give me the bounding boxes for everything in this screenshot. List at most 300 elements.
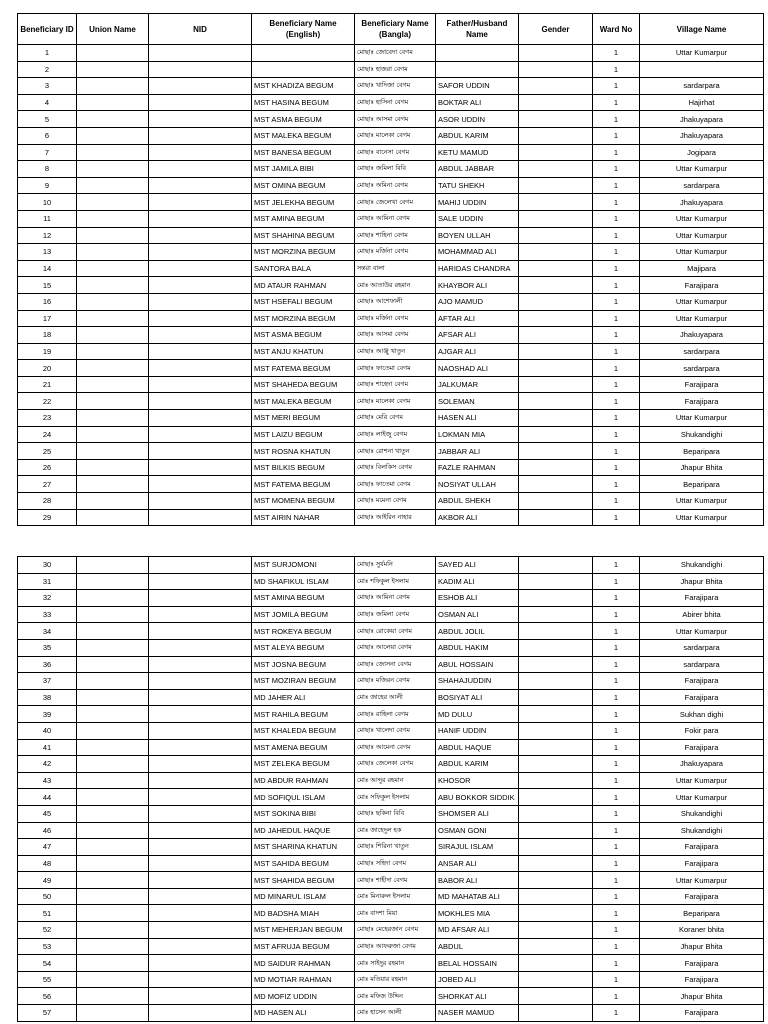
- table-row: [18, 905, 764, 922]
- cell-name-english: MST ZELEKA BEGUM: [252, 756, 355, 773]
- cell-union-name: [77, 971, 149, 988]
- cell-gender: [519, 509, 593, 526]
- cell-beneficiary-id: 17: [18, 310, 77, 327]
- cell-name-english: MST MERI BEGUM: [252, 410, 355, 427]
- cell-ward-no: 1: [593, 509, 640, 526]
- cell-village-name: [640, 61, 764, 78]
- cell-father-husband: AFTAR ALI: [436, 310, 519, 327]
- cell-union-name: [77, 656, 149, 673]
- cell-gender: [519, 111, 593, 128]
- cell-nid: [149, 805, 252, 822]
- cell-name-english: MST AIRIN NAHAR: [252, 509, 355, 526]
- cell-gender: [519, 310, 593, 327]
- cell-village-name: Uttar Kumarpur: [640, 227, 764, 244]
- cell-father-husband: SAFOR UDDIN: [436, 78, 519, 95]
- table-row: [18, 45, 764, 62]
- cell-father-husband: MD DULU: [436, 706, 519, 723]
- cell-village-name: Farajipara: [640, 971, 764, 988]
- table-row: [18, 360, 764, 377]
- cell-name-bangla: মোঃ জাহেদুল হক: [355, 822, 436, 839]
- cell-name-english: MST ASMA BEGUM: [252, 111, 355, 128]
- cell-nid: [149, 177, 252, 194]
- cell-father-husband: NAOSHAD ALI: [436, 360, 519, 377]
- cell-ward-no: 1: [593, 277, 640, 294]
- cell-union-name: [77, 393, 149, 410]
- cell-beneficiary-id: 1: [18, 45, 77, 62]
- cell-nid: [149, 78, 252, 95]
- header-ward-no: Ward No: [593, 14, 640, 45]
- cell-name-english: MST MORZINA BEGUM: [252, 310, 355, 327]
- cell-nid: [149, 426, 252, 443]
- cell-name-bangla: মোছাঃ মর্জিনা বেগম: [355, 244, 436, 261]
- cell-name-bangla: মোছাঃ মজিরন বেগম: [355, 673, 436, 690]
- cell-village-name: Uttar Kumarpur: [640, 509, 764, 526]
- header-beneficiary-id: Beneficiary ID: [18, 14, 77, 45]
- cell-beneficiary-id: 43: [18, 772, 77, 789]
- cell-nid: [149, 839, 252, 856]
- cell-beneficiary-id: 8: [18, 161, 77, 178]
- cell-beneficiary-id: 24: [18, 426, 77, 443]
- table-row: [18, 78, 764, 95]
- cell-union-name: [77, 244, 149, 261]
- cell-name-bangla: মোছাঃ আলেয়া বেগম: [355, 639, 436, 656]
- cell-ward-no: 1: [593, 872, 640, 889]
- cell-gender: [519, 78, 593, 95]
- cell-union-name: [77, 476, 149, 493]
- cell-father-husband: ABDUL: [436, 938, 519, 955]
- cell-gender: [519, 955, 593, 972]
- cell-name-english: MST SHAHIDA BEGUM: [252, 872, 355, 889]
- cell-village-name: Uttar Kumarpur: [640, 772, 764, 789]
- cell-name-bangla: মোছাঃ হাজরা বেগম: [355, 61, 436, 78]
- header-union-name: Union Name: [77, 14, 149, 45]
- cell-union-name: [77, 310, 149, 327]
- cell-name-english: MST RAHILA BEGUM: [252, 706, 355, 723]
- cell-ward-no: 1: [593, 673, 640, 690]
- cell-village-name: Farajipara: [640, 888, 764, 905]
- cell-gender: [519, 327, 593, 344]
- cell-village-name: Abirer bhita: [640, 606, 764, 623]
- table-row: [18, 573, 764, 590]
- table-row: [18, 557, 764, 574]
- cell-nid: [149, 360, 252, 377]
- cell-name-bangla: মোঃ বাদশা মিয়া: [355, 905, 436, 922]
- cell-ward-no: 1: [593, 161, 640, 178]
- cell-nid: [149, 327, 252, 344]
- cell-name-english: MD HASEN ALI: [252, 1005, 355, 1022]
- cell-union-name: [77, 127, 149, 144]
- table-row: [18, 623, 764, 640]
- cell-name-bangla: মোছাঃ ফাতেমা বেগম: [355, 476, 436, 493]
- cell-gender: [519, 194, 593, 211]
- cell-village-name: sardarpara: [640, 177, 764, 194]
- table-row: [18, 310, 764, 327]
- table-row: [18, 938, 764, 955]
- cell-village-name: Majipara: [640, 260, 764, 277]
- cell-father-husband: JABBAR ALI: [436, 443, 519, 460]
- table-row: [18, 393, 764, 410]
- cell-beneficiary-id: 50: [18, 888, 77, 905]
- cell-gender: [519, 260, 593, 277]
- cell-village-name: Shukandighi: [640, 557, 764, 574]
- cell-ward-no: 1: [593, 756, 640, 773]
- cell-name-english: MST SHAHEDA BEGUM: [252, 376, 355, 393]
- cell-name-bangla: মোছাঃ মমেনা বেগম: [355, 493, 436, 510]
- cell-father-husband: ABDUL HAKIM: [436, 639, 519, 656]
- cell-ward-no: 1: [593, 393, 640, 410]
- cell-village-name: Hajirhat: [640, 94, 764, 111]
- table-row: [18, 443, 764, 460]
- cell-name-bangla: মোছাঃ আইরিন নাহার: [355, 509, 436, 526]
- table-row: [18, 706, 764, 723]
- cell-beneficiary-id: 40: [18, 722, 77, 739]
- cell-father-husband: ABDUL SHEKH: [436, 493, 519, 510]
- table-row: [18, 343, 764, 360]
- cell-name-bangla: মোছাঃ মর্জিনা বেগম: [355, 310, 436, 327]
- cell-village-name: Shukandighi: [640, 426, 764, 443]
- cell-village-name: Uttar Kumarpur: [640, 45, 764, 62]
- cell-name-english: MST OMINA BEGUM: [252, 177, 355, 194]
- cell-ward-no: 1: [593, 144, 640, 161]
- cell-beneficiary-id: 46: [18, 822, 77, 839]
- cell-father-husband: AJO MAMUD: [436, 293, 519, 310]
- cell-ward-no: 1: [593, 888, 640, 905]
- cell-nid: [149, 343, 252, 360]
- table-row: [18, 590, 764, 607]
- cell-village-name: Farajipara: [640, 393, 764, 410]
- cell-name-english: MD SAIDUR RAHMAN: [252, 955, 355, 972]
- cell-name-english: [252, 61, 355, 78]
- cell-name-english: MST BANESA BEGUM: [252, 144, 355, 161]
- cell-nid: [149, 722, 252, 739]
- cell-beneficiary-id: 53: [18, 938, 77, 955]
- cell-name-english: MST AMINA BEGUM: [252, 590, 355, 607]
- cell-name-english: MST AFRUJA BEGUM: [252, 938, 355, 955]
- cell-beneficiary-id: 56: [18, 988, 77, 1005]
- cell-ward-no: 1: [593, 310, 640, 327]
- cell-union-name: [77, 343, 149, 360]
- cell-gender: [519, 872, 593, 889]
- cell-beneficiary-id: 26: [18, 459, 77, 476]
- cell-gender: [519, 971, 593, 988]
- cell-village-name: Jhakuyapara: [640, 756, 764, 773]
- cell-gender: [519, 905, 593, 922]
- cell-union-name: [77, 872, 149, 889]
- cell-name-english: MST SHAHINA BEGUM: [252, 227, 355, 244]
- cell-beneficiary-id: 49: [18, 872, 77, 889]
- header-name-bangla: Beneficiary Name (Bangla): [355, 14, 436, 45]
- cell-father-husband: OSMAN ALI: [436, 606, 519, 623]
- cell-gender: [519, 839, 593, 856]
- cell-beneficiary-id: 20: [18, 360, 77, 377]
- cell-name-english: SANTORA BALA: [252, 260, 355, 277]
- cell-name-bangla: মোছাঃ বিলকিস বেগম: [355, 459, 436, 476]
- cell-name-bangla: মোছাঃ আমিনা বেগম: [355, 210, 436, 227]
- cell-gender: [519, 426, 593, 443]
- cell-father-husband: ABDUL HAQUE: [436, 739, 519, 756]
- cell-union-name: [77, 177, 149, 194]
- table-row: [18, 327, 764, 344]
- table-row: [18, 277, 764, 294]
- cell-beneficiary-id: 30: [18, 557, 77, 574]
- cell-beneficiary-id: 29: [18, 509, 77, 526]
- cell-beneficiary-id: 34: [18, 623, 77, 640]
- beneficiary-table-1: [17, 13, 764, 526]
- cell-union-name: [77, 94, 149, 111]
- cell-village-name: Jhakuyapara: [640, 327, 764, 344]
- cell-nid: [149, 706, 252, 723]
- cell-father-husband: MAHIJ UDDIN: [436, 194, 519, 211]
- cell-village-name: Jhakuyapara: [640, 111, 764, 128]
- cell-gender: [519, 161, 593, 178]
- cell-gender: [519, 277, 593, 294]
- cell-father-husband: ANSAR ALI: [436, 855, 519, 872]
- cell-beneficiary-id: 18: [18, 327, 77, 344]
- cell-village-name: sardarpara: [640, 656, 764, 673]
- cell-nid: [149, 573, 252, 590]
- cell-gender: [519, 756, 593, 773]
- cell-nid: [149, 872, 252, 889]
- cell-beneficiary-id: 9: [18, 177, 77, 194]
- table-row: [18, 94, 764, 111]
- cell-father-husband: ABDUL JABBAR: [436, 161, 519, 178]
- cell-name-bangla: মোছাঃ জেলেকা বেগম: [355, 756, 436, 773]
- cell-nid: [149, 905, 252, 922]
- cell-father-husband: SHAHAJUDDIN: [436, 673, 519, 690]
- cell-union-name: [77, 805, 149, 822]
- cell-ward-no: 1: [593, 922, 640, 939]
- cell-name-english: MST ROKEYA BEGUM: [252, 623, 355, 640]
- cell-name-bangla: মোঃ আতাউর রহমান: [355, 277, 436, 294]
- cell-gender: [519, 888, 593, 905]
- cell-beneficiary-id: 52: [18, 922, 77, 939]
- cell-union-name: [77, 509, 149, 526]
- table-row: [18, 227, 764, 244]
- cell-name-bangla: মোঃ সফিকুল ইসলাম: [355, 789, 436, 806]
- cell-ward-no: 1: [593, 78, 640, 95]
- cell-village-name: Shukandighi: [640, 822, 764, 839]
- cell-ward-no: 1: [593, 343, 640, 360]
- cell-gender: [519, 493, 593, 510]
- cell-father-husband: ESHOB ALI: [436, 590, 519, 607]
- cell-union-name: [77, 410, 149, 427]
- cell-gender: [519, 210, 593, 227]
- cell-village-name: Uttar Kumarpur: [640, 244, 764, 261]
- cell-village-name: Farajipara: [640, 839, 764, 856]
- cell-name-english: MST ASMA BEGUM: [252, 327, 355, 344]
- cell-beneficiary-id: 32: [18, 590, 77, 607]
- cell-beneficiary-id: 28: [18, 493, 77, 510]
- cell-village-name: Sukhan dighi: [640, 706, 764, 723]
- cell-nid: [149, 955, 252, 972]
- cell-village-name: Fokir para: [640, 722, 764, 739]
- cell-beneficiary-id: 14: [18, 260, 77, 277]
- cell-ward-no: 1: [593, 410, 640, 427]
- cell-ward-no: 1: [593, 227, 640, 244]
- cell-name-english: MD MOTIAR RAHMAN: [252, 971, 355, 988]
- cell-gender: [519, 393, 593, 410]
- cell-beneficiary-id: 2: [18, 61, 77, 78]
- cell-gender: [519, 293, 593, 310]
- cell-village-name: Uttar Kumarpur: [640, 493, 764, 510]
- header-nid: NID: [149, 14, 252, 45]
- cell-name-english: MD MINARUL ISLAM: [252, 888, 355, 905]
- cell-union-name: [77, 573, 149, 590]
- cell-village-name: Farajipara: [640, 955, 764, 972]
- cell-union-name: [77, 144, 149, 161]
- cell-father-husband: SALE UDDIN: [436, 210, 519, 227]
- cell-name-bangla: মোছাঃ মালেকা বেগম: [355, 393, 436, 410]
- cell-ward-no: 1: [593, 327, 640, 344]
- header-father-husband: Father/Husband Name: [436, 14, 519, 45]
- cell-gender: [519, 706, 593, 723]
- cell-name-english: MST MOMENA BEGUM: [252, 493, 355, 510]
- cell-father-husband: SAYED ALI: [436, 557, 519, 574]
- cell-father-husband: KHAYBOR ALI: [436, 277, 519, 294]
- cell-name-english: MST SOKINA BIBI: [252, 805, 355, 822]
- cell-beneficiary-id: 25: [18, 443, 77, 460]
- cell-beneficiary-id: 3: [18, 78, 77, 95]
- cell-gender: [519, 177, 593, 194]
- cell-ward-no: 1: [593, 905, 640, 922]
- cell-nid: [149, 689, 252, 706]
- cell-gender: [519, 410, 593, 427]
- cell-nid: [149, 227, 252, 244]
- cell-ward-no: 1: [593, 459, 640, 476]
- cell-name-english: MST SURJOMONI: [252, 557, 355, 574]
- cell-ward-no: 1: [593, 656, 640, 673]
- cell-nid: [149, 509, 252, 526]
- cell-father-husband: KHOSOR: [436, 772, 519, 789]
- cell-village-name: Koraner bhita: [640, 922, 764, 939]
- cell-beneficiary-id: 27: [18, 476, 77, 493]
- cell-village-name: Beparipara: [640, 476, 764, 493]
- cell-village-name: Shukandighi: [640, 805, 764, 822]
- cell-name-english: MST ANJU KHATUN: [252, 343, 355, 360]
- cell-father-husband: MOHAMMAD ALI: [436, 244, 519, 261]
- cell-name-bangla: মোছাঃ জমিলা বেগম: [355, 606, 436, 623]
- cell-name-bangla: মোছাঃ শাহীদা বেগম: [355, 872, 436, 889]
- header-row: [18, 14, 764, 45]
- cell-nid: [149, 557, 252, 574]
- cell-father-husband: [436, 45, 519, 62]
- table-row: [18, 1005, 764, 1022]
- cell-union-name: [77, 210, 149, 227]
- cell-village-name: Jhapur Bhita: [640, 938, 764, 955]
- cell-village-name: Farajipara: [640, 855, 764, 872]
- cell-name-bangla: মোছাঃ অমিনা বেগম: [355, 177, 436, 194]
- cell-beneficiary-id: 36: [18, 656, 77, 673]
- cell-gender: [519, 459, 593, 476]
- cell-name-bangla: মোঃ শফিকুল ইসলাম: [355, 573, 436, 590]
- cell-name-bangla: মোছাঃ আঞ্জু খাতুন: [355, 343, 436, 360]
- cell-ward-no: 1: [593, 573, 640, 590]
- cell-name-bangla: মোছাঃ মালেকা বেগম: [355, 127, 436, 144]
- cell-father-husband: SHOMSER ALI: [436, 805, 519, 822]
- cell-nid: [149, 590, 252, 607]
- cell-nid: [149, 194, 252, 211]
- cell-name-english: MD BADSHA MIAH: [252, 905, 355, 922]
- cell-nid: [149, 144, 252, 161]
- cell-name-english: MST AMINA BEGUM: [252, 210, 355, 227]
- cell-beneficiary-id: 4: [18, 94, 77, 111]
- cell-village-name: Jhapur Bhita: [640, 459, 764, 476]
- cell-nid: [149, 922, 252, 939]
- cell-nid: [149, 739, 252, 756]
- cell-father-husband: JALKUMAR: [436, 376, 519, 393]
- cell-father-husband: BOYEN ULLAH: [436, 227, 519, 244]
- cell-beneficiary-id: 19: [18, 343, 77, 360]
- cell-union-name: [77, 45, 149, 62]
- cell-gender: [519, 127, 593, 144]
- cell-name-bangla: মোঃ মফিজ উদ্দিন: [355, 988, 436, 1005]
- cell-gender: [519, 443, 593, 460]
- cell-name-bangla: মোছাঃ আমেনা বেগম: [355, 739, 436, 756]
- cell-name-english: MST LAIZU BEGUM: [252, 426, 355, 443]
- cell-ward-no: 1: [593, 244, 640, 261]
- cell-beneficiary-id: 35: [18, 639, 77, 656]
- cell-name-bangla: মোছাঃ খালেদা বেগম: [355, 722, 436, 739]
- cell-nid: [149, 45, 252, 62]
- cell-beneficiary-id: 45: [18, 805, 77, 822]
- cell-village-name: Jogipara: [640, 144, 764, 161]
- cell-ward-no: 1: [593, 94, 640, 111]
- cell-gender: [519, 227, 593, 244]
- cell-name-bangla: মোছাঃ ছকিনা বিবি: [355, 805, 436, 822]
- cell-union-name: [77, 459, 149, 476]
- cell-gender: [519, 938, 593, 955]
- cell-father-husband: SHORKAT ALI: [436, 988, 519, 1005]
- cell-union-name: [77, 722, 149, 739]
- cell-union-name: [77, 557, 149, 574]
- cell-gender: [519, 144, 593, 161]
- table-row: [18, 689, 764, 706]
- cell-village-name: Uttar Kumarpur: [640, 623, 764, 640]
- cell-village-name: Uttar Kumarpur: [640, 410, 764, 427]
- cell-name-bangla: মোছাঃ সহিদা বেগম: [355, 855, 436, 872]
- cell-father-husband: KADIM ALI: [436, 573, 519, 590]
- cell-father-husband: BOKTAR ALI: [436, 94, 519, 111]
- header-gender: Gender: [519, 14, 593, 45]
- cell-father-husband: AFSAR ALI: [436, 327, 519, 344]
- table-row: [18, 756, 764, 773]
- cell-nid: [149, 443, 252, 460]
- cell-union-name: [77, 590, 149, 607]
- cell-name-english: MST KHADIZA BEGUM: [252, 78, 355, 95]
- cell-beneficiary-id: 47: [18, 839, 77, 856]
- table-row: [18, 493, 764, 510]
- cell-union-name: [77, 789, 149, 806]
- cell-union-name: [77, 426, 149, 443]
- cell-gender: [519, 673, 593, 690]
- cell-ward-no: 1: [593, 426, 640, 443]
- cell-nid: [149, 822, 252, 839]
- cell-father-husband: MOKHLES MIA: [436, 905, 519, 922]
- cell-union-name: [77, 327, 149, 344]
- cell-village-name: Beparipara: [640, 443, 764, 460]
- cell-name-english: MD ABDUR RAHMAN: [252, 772, 355, 789]
- cell-beneficiary-id: 39: [18, 706, 77, 723]
- cell-ward-no: 1: [593, 739, 640, 756]
- cell-nid: [149, 888, 252, 905]
- cell-name-bangla: মোছাঃ শাহেদা বেগম: [355, 376, 436, 393]
- cell-name-bangla: সন্তরা বালা: [355, 260, 436, 277]
- cell-name-english: MST SHARINA KHATUN: [252, 839, 355, 856]
- cell-beneficiary-id: 10: [18, 194, 77, 211]
- cell-village-name: Farajipara: [640, 689, 764, 706]
- cell-gender: [519, 805, 593, 822]
- cell-beneficiary-id: 7: [18, 144, 77, 161]
